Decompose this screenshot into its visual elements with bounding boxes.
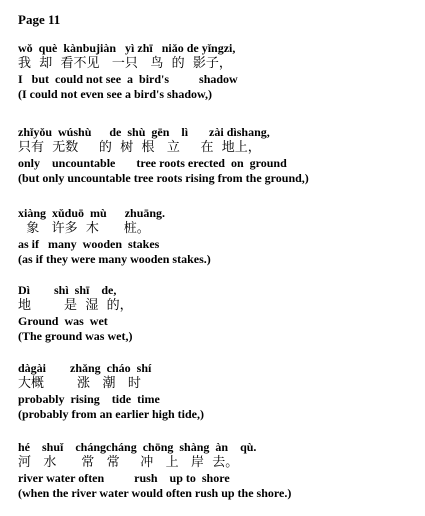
gloss-line: river water often rush up to shore [18, 471, 230, 485]
hanzi-line: 只有 无数 的 树 根 立 在 地上， [18, 140, 261, 155]
verse-block-3 [18, 206, 418, 267]
pinyin-line: dàgài zhǎng cháo shí [18, 361, 152, 375]
page-title: Page 11 [18, 12, 61, 27]
verse-block-5 [18, 361, 418, 422]
pinyin-line: hé shuǐ chángcháng chōng shàng àn qù. [18, 440, 257, 454]
gloss-line: I but could not see a bird's shadow [18, 72, 238, 86]
pinyin-line: Dì shì shī de, [18, 283, 117, 297]
verse-block-6 [18, 440, 418, 501]
translation-line: (as if they were many wooden stakes.) [18, 252, 211, 266]
verse-block-1 [18, 41, 418, 102]
hanzi-line: 大概 涨 潮 时 [18, 376, 141, 391]
translation-line: (The ground was wet,) [18, 329, 133, 343]
hanzi-line: 河 水 常 常 冲 上 岸 去。 [18, 455, 239, 470]
hanzi-line: 我 却 看不见 一只 鸟 的 影子， [18, 56, 232, 71]
pinyin-line: wǒ què kànbujiàn yì zhī niǎo de yǐngzi, [18, 41, 236, 55]
translation-line: (when the river water would often rush up the shore.) [18, 486, 292, 500]
pinyin-line: zhǐyǒu wúshù de shù gēn lì zài dìshang, [18, 125, 270, 139]
translation-line: (probably from an earlier high tide,) [18, 407, 204, 421]
hanzi-line: 地 是 湿 的， [18, 298, 133, 313]
verse-block-4 [18, 283, 418, 344]
hanzi-line: 象 许多 木 桩。 [18, 221, 150, 236]
gloss-line: probably rising tide time [18, 392, 160, 406]
translation-line: (I could not even see a bird's shadow,) [18, 87, 213, 101]
translation-line: (but only uncountable tree roots rising from the ground,) [18, 171, 309, 185]
pinyin-line: xiàng xǔduō mù zhuāng. [18, 206, 166, 220]
verse-block-2 [18, 125, 418, 186]
gloss-line: only uncountable tree roots erected on ground [18, 156, 287, 170]
gloss-line: Ground was wet [18, 314, 108, 328]
gloss-line: as if many wooden stakes [18, 237, 160, 251]
